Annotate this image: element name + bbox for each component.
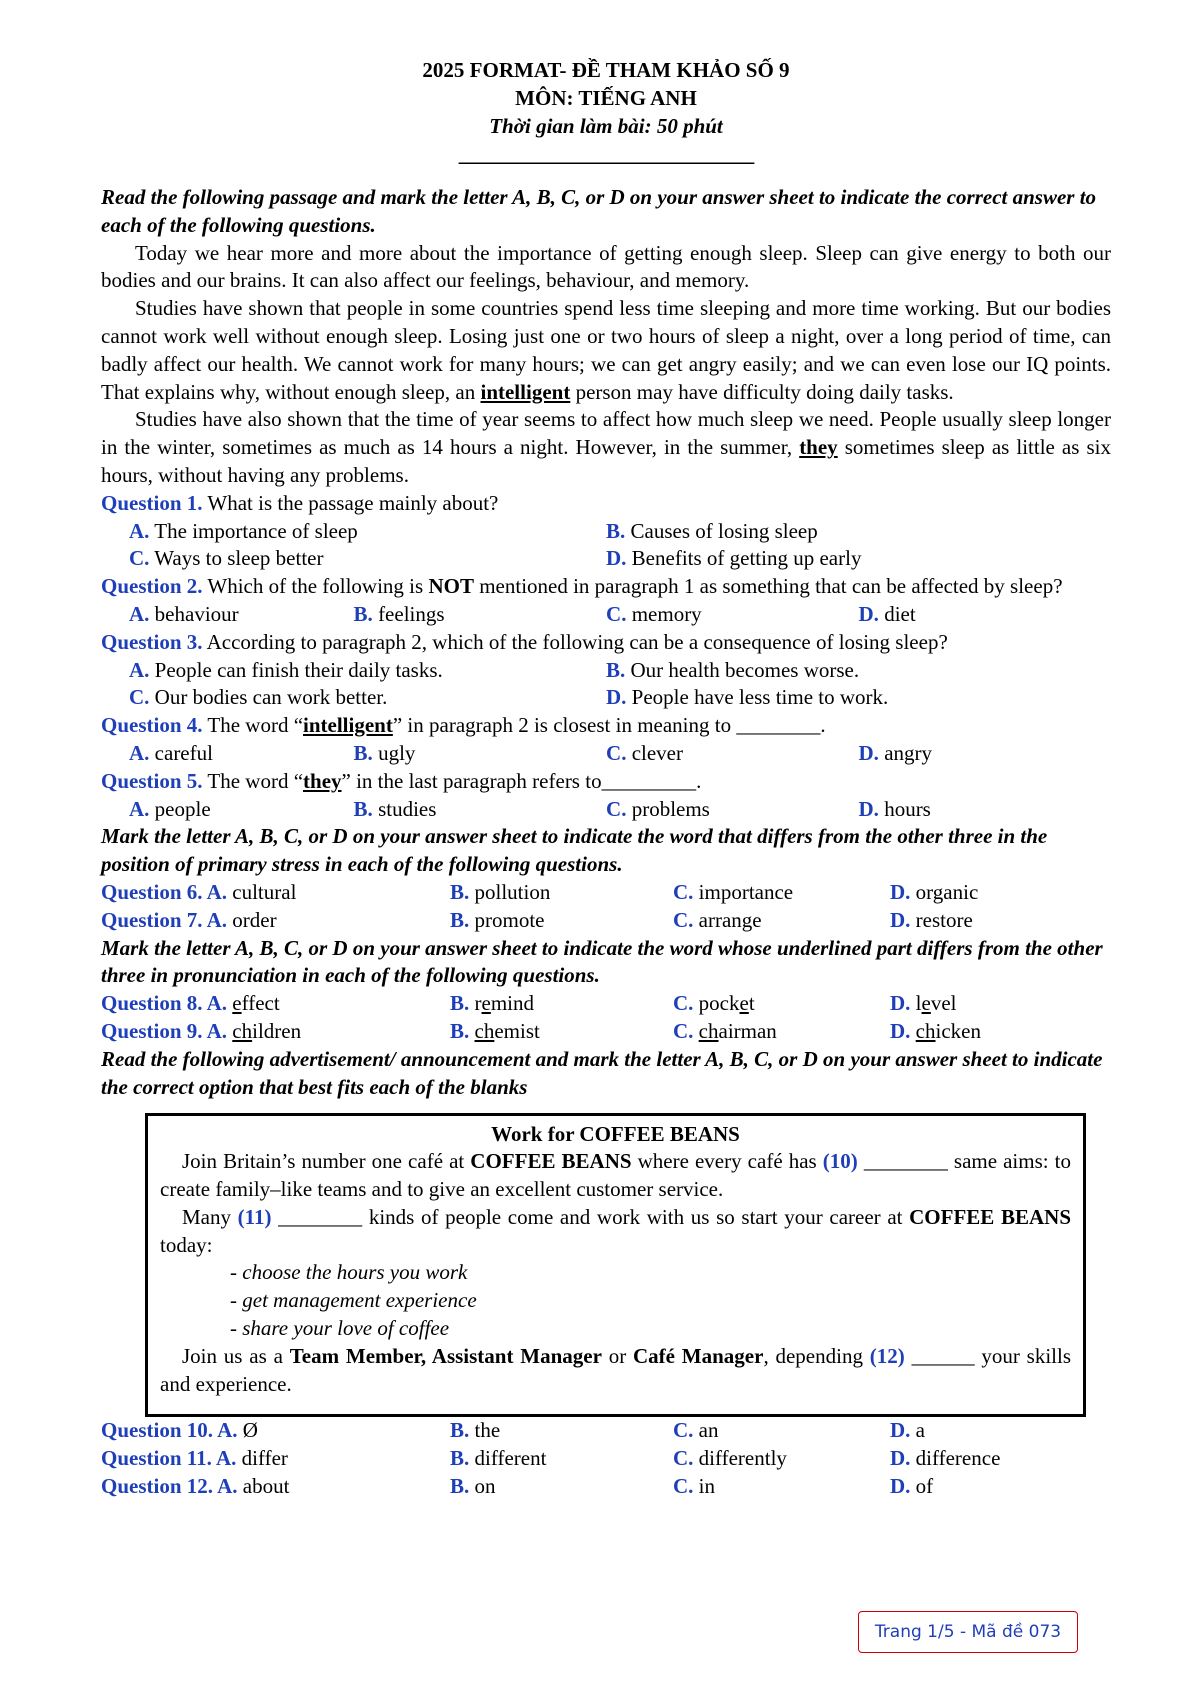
option-text: in <box>693 1474 716 1499</box>
q8-option-c[interactable] <box>673 990 890 1018</box>
option-text: Our bodies can work better. <box>149 685 388 710</box>
underlined-part: ch <box>915 1018 936 1043</box>
q8-option-a[interactable] <box>101 990 450 1018</box>
option-letter: B. <box>353 796 373 821</box>
option-text: Benefits of getting up early <box>626 546 862 571</box>
q1-option-d[interactable] <box>606 545 1111 573</box>
question-4 <box>101 712 1111 740</box>
q4-options <box>101 740 1111 768</box>
option-text: the <box>469 1418 501 1443</box>
role-names: Team Member, Assistant Manager <box>289 1343 602 1368</box>
option-text: pollution <box>469 879 551 904</box>
q3-option-c[interactable] <box>101 684 606 712</box>
option-letter: D. <box>606 546 627 571</box>
passage-paragraph-2 <box>101 295 1111 406</box>
option-text: studies <box>372 796 437 821</box>
option-text: Our health becomes worse. <box>625 657 860 682</box>
underlined-part: e <box>921 991 931 1016</box>
option-text: hours <box>878 796 931 821</box>
q5-options <box>101 796 1111 824</box>
target-word: they <box>303 768 342 793</box>
q10-option-a[interactable] <box>101 1417 450 1445</box>
option-text: icken <box>935 1018 981 1043</box>
option-letter: D. <box>858 796 879 821</box>
option-text: careful <box>149 740 213 765</box>
option-text: differ <box>236 1446 288 1471</box>
stress-instruction: Mark the letter A, B, C, or D on your answer sheet to indicate the word that differs from the other three in the position of primary stress in each of the following questions. <box>101 824 1048 877</box>
question-text: ” in paragraph 2 is closest in meaning to ________. <box>392 713 826 738</box>
option-letter: D. <box>858 601 879 626</box>
question-text: Which of the following is <box>202 574 429 599</box>
q2-option-b[interactable] <box>354 601 606 629</box>
q6-option-b[interactable] <box>450 879 673 907</box>
option-text: memory <box>626 601 702 626</box>
option-text: r <box>474 991 482 1016</box>
q8-option-d[interactable] <box>890 990 1090 1018</box>
option-letter: B. <box>353 601 373 626</box>
exam-page <box>101 56 1111 1501</box>
option-text: t <box>748 991 755 1016</box>
page-number-badge: Trang 1/5 - Mã đề 073 <box>858 1611 1078 1653</box>
option-text: People can finish their daily tasks. <box>149 657 443 682</box>
question-label: Question 9. A. <box>101 1018 228 1043</box>
q10-option-d[interactable] <box>890 1417 1090 1445</box>
option-letter: D. <box>858 740 879 765</box>
time-limit: Thời gian làm bài: 50 phút <box>489 114 723 138</box>
q11-option-d[interactable] <box>890 1445 1090 1473</box>
option-letter: D. <box>890 1446 911 1471</box>
option-text: airman <box>718 1018 777 1043</box>
option-letter: C. <box>606 740 627 765</box>
paragraph-text: Studies have shown that people in some countries spend less time sleeping and more time working. But our bodies cannot work well without enough sleep. Losing just one or two hours of sleep a night, over a long period of time, can badly affect our health. We cannot work for many hours; we can get angry easily; and we can even lose our IQ points. That explains why, without enough sleep, an <box>101 296 1111 404</box>
underlined-part: e <box>232 991 242 1016</box>
option-letter: C. <box>129 685 150 710</box>
option-letter: C. <box>673 1474 694 1499</box>
option-letter: C. <box>129 546 150 571</box>
underlined-part: e <box>481 991 491 1016</box>
q9-option-a[interactable] <box>101 1018 450 1046</box>
q3-option-b[interactable] <box>606 657 1111 685</box>
q11-option-b[interactable] <box>450 1445 673 1473</box>
q5-option-d[interactable] <box>859 796 1111 824</box>
option-text: behaviour <box>149 601 239 626</box>
q4-option-a[interactable] <box>101 740 354 768</box>
advert-text: ________ same aims: to create family–like teams and to give an excellent customer service. <box>160 1149 1071 1202</box>
option-text: restore <box>910 907 973 932</box>
option-text: cultural <box>227 879 297 904</box>
option-text: difference <box>910 1446 1001 1471</box>
advert-bullet: - share your love of coffee <box>230 1316 450 1341</box>
option-letter: C. <box>673 1446 694 1471</box>
option-text: people <box>149 796 211 821</box>
option-text: pock <box>698 991 740 1016</box>
q9-option-d[interactable] <box>890 1018 1090 1046</box>
question-3 <box>101 629 1111 657</box>
option-text: emist <box>494 1018 540 1043</box>
option-text: an <box>693 1418 719 1443</box>
option-text: ugly <box>372 740 416 765</box>
question-label: Question 11. A. <box>101 1446 237 1471</box>
question-12 <box>101 1473 1111 1501</box>
q4-option-d[interactable] <box>859 740 1111 768</box>
passage-paragraph-1: Today we hear more and more about the importance of getting enough sleep. Sleep can give energy to both our bodies and our brains. It can also affect our feelings, behaviour, and memory. <box>101 240 1111 293</box>
option-letter: B. <box>450 907 470 932</box>
q2-options <box>101 601 1111 629</box>
q11-option-a[interactable] <box>101 1445 450 1473</box>
q2-option-d[interactable] <box>859 601 1111 629</box>
brand-name: COFFEE BEANS <box>909 1204 1071 1229</box>
option-letter: B. <box>606 518 626 543</box>
question-text: mentioned in paragraph 1 as something that can be affected by sleep? <box>473 574 1063 599</box>
option-letter: B. <box>450 1018 470 1043</box>
pronunciation-instruction: Mark the letter A, B, C, or D on your answer sheet to indicate the word whose underlined part differs from the other three in pronunciation in each of the following questions. <box>101 935 1103 988</box>
option-text: l <box>915 991 922 1016</box>
q5-option-c[interactable] <box>606 796 858 824</box>
option-text: order <box>227 907 277 932</box>
subject-title: MÔN: TIẾNG ANH <box>515 86 697 110</box>
paragraph-text: sometimes sleep as little as six hours, without having any problems. <box>101 435 1111 487</box>
advert-box <box>145 1113 1086 1417</box>
role-name: Café Manager <box>633 1343 764 1368</box>
question-label: Question 6. A. <box>101 879 228 904</box>
option-text: clever <box>626 740 683 765</box>
underlined-word-they: they <box>799 435 838 460</box>
q10-option-c[interactable] <box>673 1417 890 1445</box>
underlined-part: e <box>739 991 749 1016</box>
paragraph-text: person may have difficulty doing daily tasks. <box>570 379 954 404</box>
q7-option-b[interactable] <box>450 907 673 935</box>
option-letter: D. <box>890 1474 911 1499</box>
question-label: Question 7. A. <box>101 907 228 932</box>
option-letter: D. <box>890 879 911 904</box>
question-label: Question 1. <box>101 490 203 515</box>
option-letter: B. <box>450 1474 470 1499</box>
underlined-part: ch <box>232 1018 253 1043</box>
option-text: ildren <box>252 1018 302 1043</box>
option-letter: A. <box>129 796 150 821</box>
question-11 <box>101 1445 1111 1473</box>
question-text: The word “ <box>202 768 304 793</box>
advert-text: Join Britain’s number one café at <box>182 1149 471 1174</box>
option-letter: A. <box>129 657 150 682</box>
question-label: Question 10. A. <box>101 1418 238 1443</box>
option-letter: B. <box>353 740 373 765</box>
advert-text: Many <box>182 1204 238 1229</box>
blank-number-12: (12) <box>869 1343 905 1368</box>
q4-option-b[interactable] <box>354 740 606 768</box>
blank-number-10: (10) <box>822 1149 858 1174</box>
q6-option-a[interactable] <box>101 879 450 907</box>
advert-paragraph-1 <box>160 1148 1071 1204</box>
option-text: ffect <box>241 991 280 1016</box>
underlined-word-intelligent: intelligent <box>480 379 571 404</box>
option-text: arrange <box>693 907 762 932</box>
option-text: The importance of sleep <box>149 518 358 543</box>
q3-options-row-2 <box>101 684 1111 712</box>
q2-option-c[interactable] <box>606 601 858 629</box>
question-label: Question 5. <box>101 768 203 793</box>
question-label: Question 8. A. <box>101 991 228 1016</box>
option-letter: C. <box>673 907 694 932</box>
header-rule: _______________________________ <box>458 142 754 166</box>
q9-option-c[interactable] <box>673 1018 890 1046</box>
question-label: Question 3. <box>101 629 203 654</box>
option-text: Ways to sleep better <box>149 546 324 571</box>
question-5 <box>101 768 1111 796</box>
paragraph-text: Studies have also shown that the time of year seems to affect how much sleep we need. People usually sleep longer in the winter, sometimes as much as 14 hours a night. However, in the summer, <box>101 407 1111 460</box>
option-letter: A. <box>129 601 150 626</box>
option-letter: C. <box>673 879 694 904</box>
advert-text: where every café has <box>631 1149 823 1174</box>
option-text: Ø <box>237 1418 258 1443</box>
question-10 <box>101 1417 1111 1445</box>
question-text: The word “ <box>202 713 304 738</box>
advert-text: ________ kinds of people come and work with us so start your career at <box>271 1204 910 1229</box>
option-letter: C. <box>673 991 694 1016</box>
option-letter: B. <box>606 657 626 682</box>
option-text: feelings <box>372 601 445 626</box>
question-label: Question 4. <box>101 713 203 738</box>
option-letter: B. <box>450 1446 470 1471</box>
option-letter: A. <box>129 518 150 543</box>
q5-option-a[interactable] <box>101 796 354 824</box>
option-text: diet <box>878 601 916 626</box>
q1-option-b[interactable] <box>606 518 1111 546</box>
passage-paragraph-3 <box>101 406 1111 489</box>
advert-bullet: - get management experience <box>230 1288 477 1313</box>
option-letter: D. <box>890 907 911 932</box>
q1-options-row-1 <box>101 518 1111 546</box>
advert-text: today: <box>160 1232 213 1257</box>
q8-option-b[interactable] <box>450 990 673 1018</box>
question-8 <box>101 990 1111 1018</box>
option-letter: B. <box>450 1418 470 1443</box>
option-letter: D. <box>890 991 911 1016</box>
q2-option-a[interactable] <box>101 601 354 629</box>
advert-paragraph-3 <box>160 1343 1071 1399</box>
option-letter: A. <box>129 740 150 765</box>
option-text: angry <box>878 740 933 765</box>
advert-text: , depending <box>763 1343 870 1368</box>
q7-option-c[interactable] <box>673 907 890 935</box>
option-text: about <box>237 1474 290 1499</box>
advert-text: or <box>601 1343 634 1368</box>
q9-option-b[interactable] <box>450 1018 673 1046</box>
advert-instruction: Read the following advertisement/ announcement and mark the letter A, B, C, or D on your answer sheet to indicate the correct option that best fits each of the blanks <box>101 1046 1103 1099</box>
option-text: vel <box>930 991 957 1016</box>
brand-name: COFFEE BEANS <box>470 1149 632 1174</box>
q1-option-a[interactable] <box>101 518 606 546</box>
advert-paragraph-2 <box>160 1204 1071 1260</box>
option-text: People have less time to work. <box>626 685 889 710</box>
q1-options-row-2 <box>101 545 1111 573</box>
exam-title: 2025 FORMAT- ĐỀ THAM KHẢO SỐ 9 <box>422 58 790 82</box>
option-text: different <box>469 1446 547 1471</box>
question-1 <box>101 490 1111 518</box>
option-letter: C. <box>606 601 627 626</box>
q3-option-a[interactable] <box>101 657 606 685</box>
option-letter: C. <box>606 796 627 821</box>
option-letter: C. <box>673 1018 694 1043</box>
question-2 <box>101 573 1111 601</box>
q7-option-d[interactable] <box>890 907 1090 935</box>
underlined-part: ch <box>474 1018 495 1043</box>
option-text: of <box>910 1474 934 1499</box>
option-text: mind <box>490 991 535 1016</box>
target-word: intelligent <box>303 713 393 738</box>
option-letter: B. <box>450 879 470 904</box>
exam-header <box>101 56 1111 168</box>
question-label: Question 2. <box>101 574 203 599</box>
q3-options-row-1 <box>101 657 1111 685</box>
question-6 <box>101 879 1111 907</box>
option-text: organic <box>910 879 979 904</box>
question-text: What is the passage mainly about? <box>202 490 499 515</box>
q7-option-a[interactable] <box>101 907 450 935</box>
q12-option-b[interactable] <box>450 1473 673 1501</box>
advert-text: Join us as a <box>182 1343 290 1368</box>
option-text: on <box>469 1474 496 1499</box>
q10-option-b[interactable] <box>450 1417 673 1445</box>
option-letter: D. <box>890 1418 911 1443</box>
q12-option-a[interactable] <box>101 1473 450 1501</box>
q4-option-c[interactable] <box>606 740 858 768</box>
option-text: a <box>910 1418 925 1443</box>
question-text: ” in the last paragraph refers to_________. <box>341 768 702 793</box>
advert-bullet: - choose the hours you work <box>230 1260 468 1285</box>
option-letter: D. <box>890 1018 911 1043</box>
question-7 <box>101 907 1111 935</box>
option-letter: C. <box>673 1418 694 1443</box>
advert-title: Work for COFFEE BEANS <box>491 1122 740 1147</box>
q6-option-c[interactable] <box>673 879 890 907</box>
q1-option-c[interactable] <box>101 545 606 573</box>
q12-option-d[interactable] <box>890 1473 1090 1501</box>
underlined-part: ch <box>698 1018 719 1043</box>
option-text: differently <box>693 1446 787 1471</box>
option-letter: B. <box>450 991 470 1016</box>
emphasis-not: NOT <box>428 574 474 599</box>
option-text: importance <box>693 879 794 904</box>
reading-instruction: Read the following passage and mark the letter A, B, C, or D on your answer sheet to indicate the correct answer to each of the following questions. <box>101 185 1097 237</box>
blank-number-11: (11) <box>237 1204 272 1229</box>
option-text: problems <box>626 796 710 821</box>
q5-option-b[interactable] <box>354 796 606 824</box>
q11-option-c[interactable] <box>673 1445 890 1473</box>
question-9 <box>101 1018 1111 1046</box>
option-text: Causes of losing sleep <box>625 518 818 543</box>
question-label: Question 12. A. <box>101 1474 238 1499</box>
q12-option-c[interactable] <box>673 1473 890 1501</box>
q6-option-d[interactable] <box>890 879 1090 907</box>
option-letter: D. <box>606 685 627 710</box>
question-text: According to paragraph 2, which of the following can be a consequence of losing sleep? <box>202 629 948 654</box>
advert-text: ______ your skills and experience. <box>160 1343 1071 1396</box>
q3-option-d[interactable] <box>606 684 1111 712</box>
option-text: promote <box>469 907 545 932</box>
